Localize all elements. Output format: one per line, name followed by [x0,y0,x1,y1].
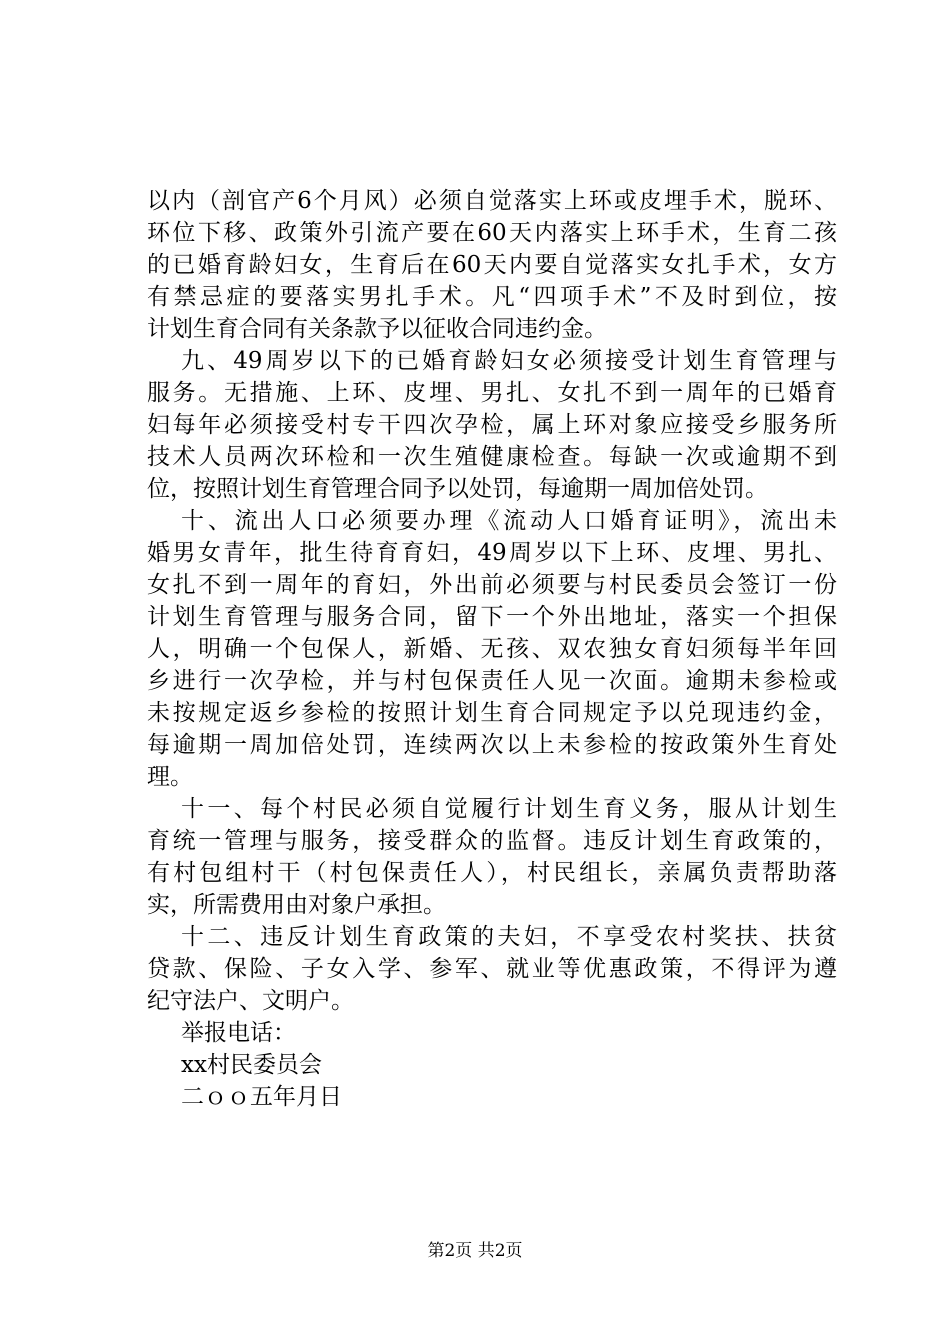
paragraph-line: 婚男女青年，批生待育育妇，49周岁以下上环、皮埋、男扎、 [147,540,837,566]
paragraph-line: 贷款、保险、子女入学、参军、就业等优惠政策，不得评为遵 [147,956,837,982]
paragraph-line: 位，按照计划生育管理合同予以处罚，每逾期一周加倍处罚。 [147,476,768,502]
paragraph-line: 妇每年必须接受村专干四次孕检，属上环对象应接受乡服务所 [147,412,837,438]
paragraph-line: 实，所需费用由对象户承担。 [147,892,446,918]
paragraph-line: 每逾期一周加倍处罚，连续两次以上未参检的按政策外生育处 [147,732,837,758]
document-date: 二ｏｏ五年月日 [181,1084,342,1110]
paragraph-line: 未按规定返乡参检的按照计划生育合同规定予以兑现违约金， [147,700,837,726]
paragraph-line: 育统一管理与服务，接受群众的监督。违反计划生育政策的， [147,828,837,854]
paragraph-line: 十、流出人口必须要办理《流动人口婚育证明》，流出未 [181,508,837,534]
paragraph-line: 十二、违反计划生育政策的夫妇，不享受农村奖扶、扶贫 [181,924,837,950]
paragraph-line: 计划生育合同有关条款予以征收合同违约金。 [147,316,607,342]
paragraph-line: 的已婚育龄妇女，生育后在60天内要自觉落实女扎手术，女方 [147,252,837,278]
paragraph-line: 环位下移、政策外引流产要在60天内落实上环手术，生育二孩 [147,220,837,246]
paragraph-line: 理。 [147,764,193,790]
committee-signature: xx村民委员会 [181,1052,322,1078]
paragraph-line: 人，明确一个包保人，新婚、无孩、双农独女育妇须每半年回 [147,636,837,662]
paragraph-line: 十一、每个村民必须自觉履行计划生育义务，服从计划生 [181,796,837,822]
paragraph-line: 有禁忌症的要落实男扎手术。凡“四项手术”不及时到位，按 [147,284,837,310]
paragraph-line: 技术人员两次环检和一次生殖健康检查。每缺一次或逾期不到 [147,444,837,470]
paragraph-line: 计划生育管理与服务合同，留下一个外出地址，落实一个担保 [147,604,837,630]
paragraph-line: 服务。无措施、上环、皮埋、男扎、女扎不到一周年的已婚育 [147,380,837,406]
paragraph-line: 九、49周岁以下的已婚育龄妇女必须接受计划生育管理与 [181,348,837,374]
page-footer: 第2页 共2页 [427,1241,523,1261]
paragraph-line: 以内（剖官产6个月风）必须自觉落实上环或皮埋手术，脱环、 [147,188,837,214]
report-phone-label: 举报电话： [181,1020,296,1046]
paragraph-line: 乡进行一次孕检，并与村包保责任人见一次面。逾期未参检或 [147,668,837,694]
paragraph-line: 女扎不到一周年的育妇，外出前必须要与村民委员会签订一份 [147,572,837,598]
paragraph-line: 纪守法户、文明户。 [147,988,354,1014]
paragraph-line: 有村包组村干（村包保责任人），村民组长，亲属负责帮助落 [147,860,837,886]
